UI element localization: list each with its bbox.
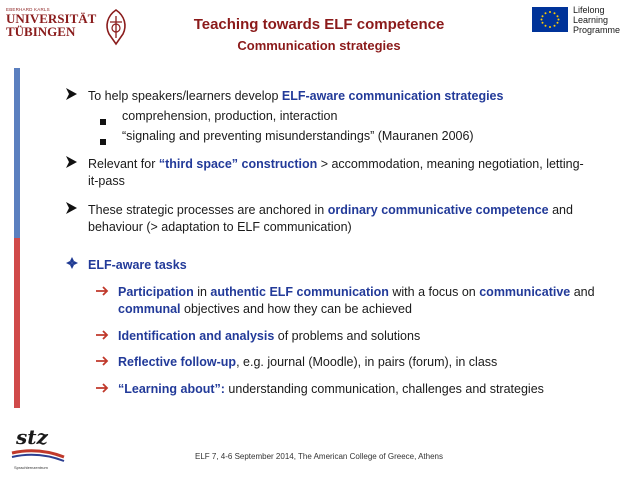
slide-title: Teaching towards ELF competence <box>193 16 445 33</box>
decorative-side-bar <box>14 68 20 408</box>
square-bullet-icon <box>100 133 106 150</box>
bullet-text: To help speakers/learners develop ELF-aware communication strategies <box>88 89 504 103</box>
side-bar-red <box>14 238 20 408</box>
arrow-right-icon <box>96 329 110 346</box>
slide-subtitle: Communication strategies <box>237 38 401 53</box>
arrow-right-icon <box>96 382 110 399</box>
sub-bullet-text: “signaling and preventing misunderstandings” (Mauranen 2006) <box>122 129 474 143</box>
eu-programme-logo <box>532 5 632 39</box>
arrow-item-text: Reflective follow-up, e.g. journal (Moodle), in pairs (forum), in class <box>118 355 498 369</box>
arrow-item-text: Participation in authentic ELF communication with a focus on communicative and communal objectives and how they can be achieved <box>118 285 595 316</box>
stz-logo <box>10 425 66 473</box>
footer-text: ELF 7, 4-6 September 2014, The American College of Greece, Athens <box>195 452 443 461</box>
eu-text-line3: Programme <box>573 25 621 35</box>
sub-bullet-text: comprehension, production, interaction <box>122 109 338 123</box>
side-bar-blue <box>14 68 20 238</box>
arrow-item-text: Identification and analysis of problems and solutions <box>118 329 421 343</box>
university-small-text: EBERHARD KARLS <box>6 7 50 12</box>
bullet-text: ELF-aware tasks <box>88 258 187 272</box>
eu-flag-icon <box>532 7 568 32</box>
bullet-text: These strategic processes are anchored in ordinary communicative competence and behaviour (> adaptation to ELF communication) <box>88 203 573 234</box>
bullet-text: Relevant for “third space” construction > accommodation, meaning negotiation, letting- it-pass <box>88 157 584 188</box>
arrow-item-text: “Learning about”: understanding communication, challenges and strategies <box>118 382 544 396</box>
arrowhead-bullet-icon <box>66 202 77 219</box>
eu-programme-text <box>573 5 620 35</box>
arrowhead-bullet-icon <box>66 88 77 105</box>
stz-logo-text: stz <box>16 425 48 449</box>
diamond-bullet-icon <box>66 257 78 274</box>
square-bullet-icon <box>100 113 106 130</box>
eu-text-line1: Lifelong <box>573 5 605 15</box>
arrowhead-bullet-icon <box>66 156 77 173</box>
arrow-right-icon <box>96 355 110 372</box>
university-line1: UNIVERSITÄT <box>6 11 97 26</box>
stz-logo-subtext: Sprachlernzentrum <box>14 465 48 470</box>
eu-text-line2: Learning <box>573 15 609 25</box>
arrow-right-icon <box>96 285 110 302</box>
university-line2: TÜBINGEN <box>6 24 76 39</box>
